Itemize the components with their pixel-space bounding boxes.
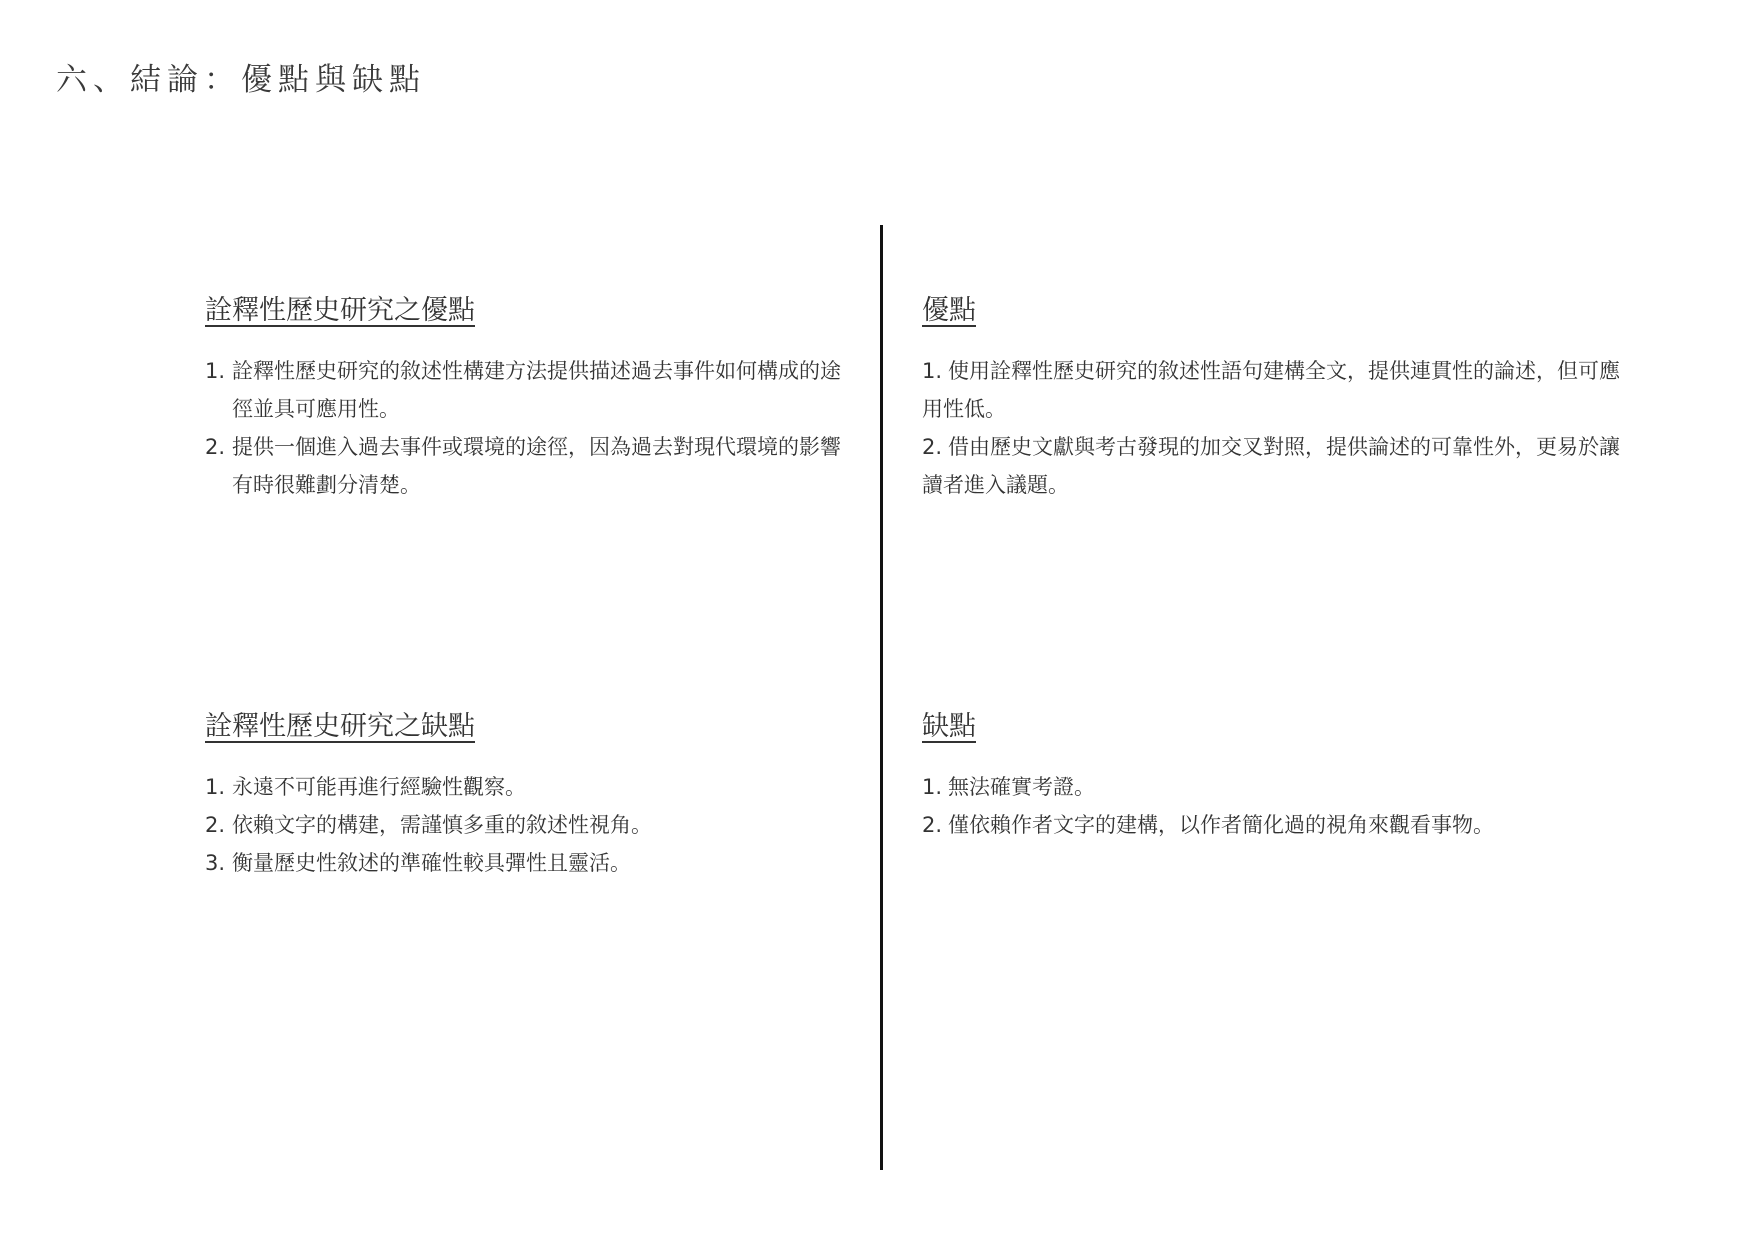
list-item: 2. 僅依賴作者文字的建構，以作者簡化過的視角來觀看事物。	[922, 813, 1495, 837]
interpretive-disadvantages-section	[205, 708, 845, 882]
section-heading: 詮釋性歷史研究之缺點	[205, 711, 475, 742]
list-item: 3. 衡量歷史性敘述的準確性較具彈性且靈活。	[205, 851, 631, 875]
list-item: 1. 使用詮釋性歷史研究的敘述性語句建構全文，提供連貫性的論述，但可應用性低。	[922, 359, 1621, 421]
list-item: 1. 永遠不可能再進行經驗性觀察。	[205, 775, 526, 799]
disadvantages-list	[922, 768, 1622, 844]
section-heading: 優點	[922, 295, 976, 326]
vertical-divider	[880, 225, 883, 1170]
list-item: 2. 借由歷史文獻與考古發現的加交叉對照，提供論述的可靠性外，更易於讓讀者進入議題。	[922, 435, 1621, 497]
section-heading: 缺點	[922, 711, 976, 742]
list-item: 1. 無法確實考證。	[922, 775, 1096, 799]
list-item: 1. 詮釋性歷史研究的敘述性構建方法提供描述過去事件如何構成的途徑並具可應用性。	[205, 359, 841, 421]
disadvantages-section	[922, 708, 1622, 844]
list-item: 2. 依賴文字的構建，需謹慎多重的敘述性視角。	[205, 813, 652, 837]
interpretive-advantages-section	[205, 292, 845, 504]
disadvantages-list	[205, 768, 845, 882]
advantages-list	[205, 352, 845, 504]
page-title: 六、結論：優點與缺點	[56, 62, 426, 98]
advantages-section	[922, 292, 1622, 504]
list-item: 2. 提供一個進入過去事件或環境的途徑，因為過去對現代環境的影響有時很難劃分清楚。	[205, 435, 841, 497]
section-heading: 詮釋性歷史研究之優點	[205, 295, 475, 326]
advantages-list	[922, 352, 1622, 504]
